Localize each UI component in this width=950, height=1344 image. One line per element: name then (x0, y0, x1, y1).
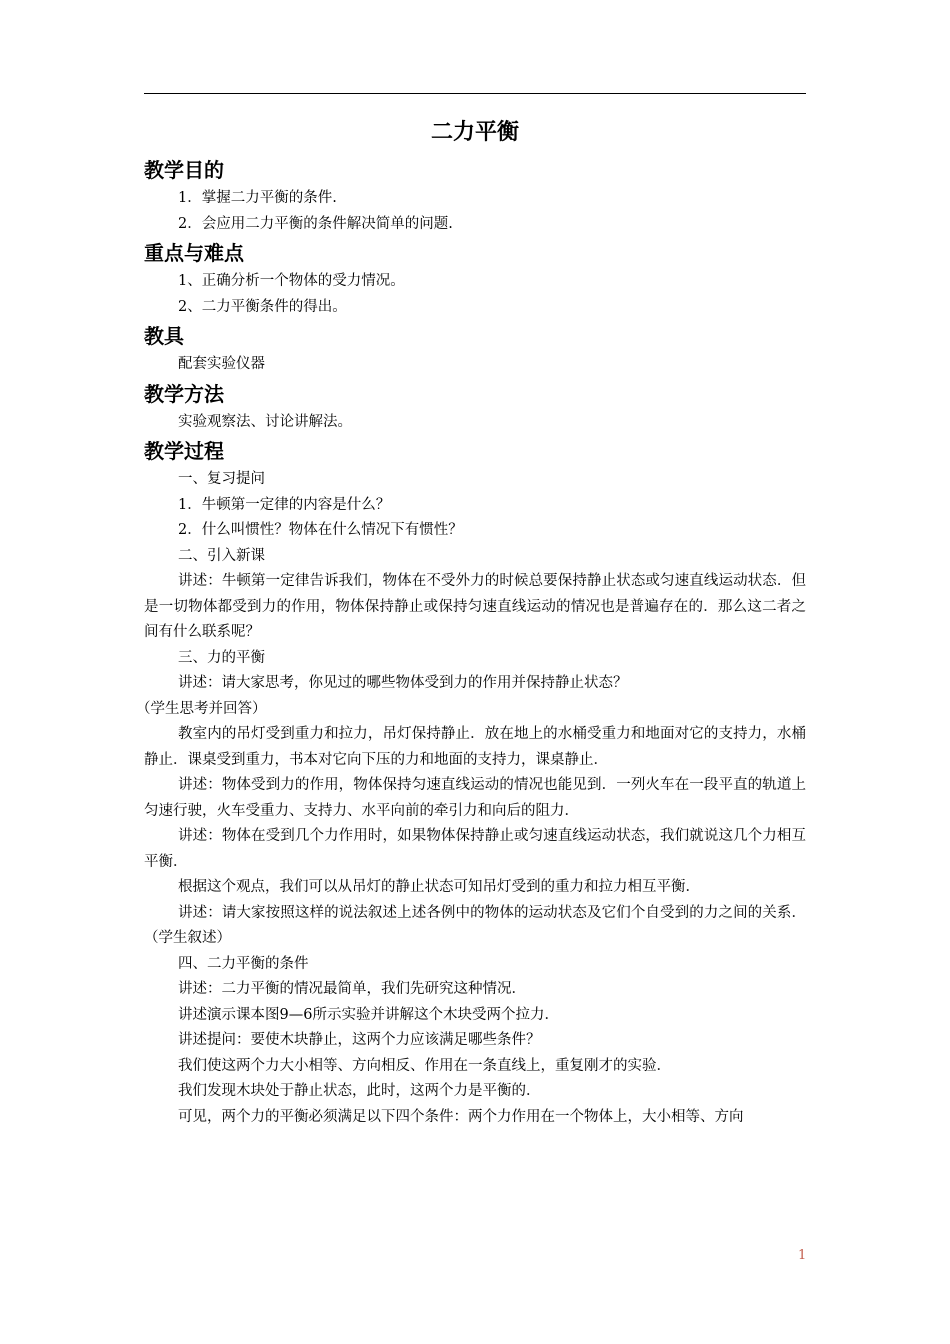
process-paragraph: 讲述提问：要使木块静止，这两个力应该满足哪些条件？ (178, 1032, 541, 1048)
key-point-item: 2、二力平衡条件的得出。 (178, 298, 347, 315)
process-paragraph: 讲述：物体受到力的作用，物体保持匀速直线运动的情况也能见到．一列火车在一段平直的轨道上匀速行驶，火车受重力、支持力、水平向前的牵引力和向后的阻力． (144, 777, 806, 819)
section-heading-key-points: 重点与难点 (144, 241, 244, 265)
process-paragraph: 可见，两个力的平衡必须满足以下四个条件：两个力作用在一个物体上，大小相等、方向 (178, 1108, 744, 1125)
goal-item: 1．掌握二力平衡的条件. (178, 190, 337, 206)
page-number: 1 (798, 1248, 807, 1263)
process-paragraph: 根据这个观点，我们可以从吊灯的静止状态可知吊灯受到的重力和拉力相互平衡． (178, 879, 700, 895)
process-paragraph: 讲述：物体在受到几个力作用时，如果物体保持静止或匀速直线运动状态，我们就说这几个力相互平衡． (144, 828, 806, 870)
process-paragraph: 讲述演示课本图9—6所示实验并讲解这个木块受两个拉力． (178, 1006, 559, 1023)
key-point-item: 1、正确分析一个物体的受力情况。 (178, 273, 405, 289)
process-paragraph: 1．牛顿第一定律的内容是什么？ (178, 496, 391, 513)
process-paragraph: （学生思考并回答） (136, 700, 267, 717)
process-paragraph: 三、力的平衡 (178, 649, 265, 666)
process-paragraph: 讲述：二力平衡的情况最简单，我们先研究这种情况． (178, 981, 526, 997)
process-paragraph: 讲述：牛顿第一定律告诉我们，物体在不受外力的时候总要保持静止状态或匀速直线运动状态．但是一切物体都受到力的作用，物体保持静止或保持匀速直线运动的情况也是普遍存在的．那么这二者之间有什么联系呢？ (144, 573, 806, 640)
section-heading-tools: 教具 (144, 324, 184, 348)
section-heading-methods: 教学方法 (144, 381, 224, 406)
process-paragraph: 二、引入新课 (178, 547, 265, 564)
process-paragraph: 我们发现木块处于静止状态，此时，这两个力是平衡的． (178, 1083, 541, 1099)
process-paragraph: 我们使这两个力大小相等、方向相反、作用在一条直线上，重复刚才的实验． (178, 1057, 671, 1074)
header-rule (144, 93, 806, 94)
process-paragraph: 2．什么叫惯性？物体在什么情况下有惯性？ (178, 522, 463, 538)
process-paragraph: 讲述：请大家按照这样的说法叙述上述各例中的物体的运动状态及它们个自受到的力之间的关系．（学生叙述） (144, 904, 806, 946)
process-paragraph: 一、复习提问 (178, 471, 265, 487)
tool-item: 配套实验仪器 (178, 356, 265, 372)
goal-item: 2．会应用二力平衡的条件解决简单的问题. (178, 215, 453, 232)
section-heading-process: 教学过程 (144, 439, 224, 463)
method-item: 实验观察法、讨论讲解法。 (178, 413, 352, 430)
section-heading-goals: 教学目的 (144, 158, 224, 182)
process-paragraph: 四、二力平衡的条件 (178, 955, 309, 972)
process-paragraph: 教室内的吊灯受到重力和拉力，吊灯保持静止．放在地上的水桶受重力和地面对它的支持力，水桶静止．课桌受到重力，书本对它向下压的力和地面的支持力，课桌静止． (144, 726, 806, 768)
document-body (136, 112, 806, 1130)
process-paragraph: 讲述：请大家思考，你见过的哪些物体受到力的作用并保持静止状态？ (178, 675, 628, 691)
document-title: 二力平衡 (430, 120, 519, 145)
